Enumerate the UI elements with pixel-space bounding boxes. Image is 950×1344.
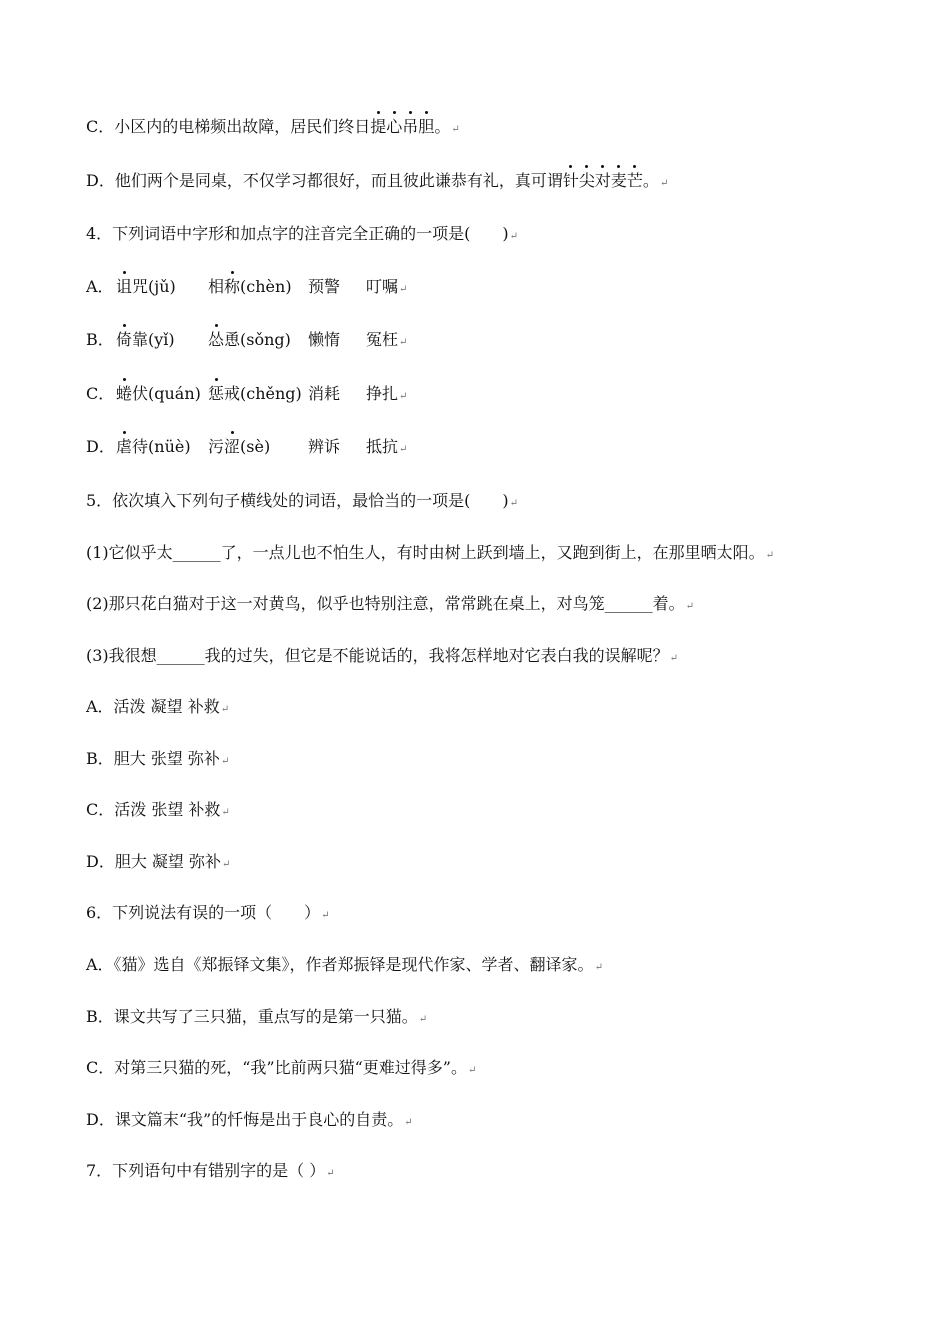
dotted-char: 惩 (208, 384, 225, 403)
paragraph-mark-icon: ↵ (399, 284, 408, 295)
q6-option-b: B．课文共写了三只猫，重点写的是第一只猫。↵ (86, 1007, 428, 1026)
paragraph-mark-icon: ↵ (467, 1065, 477, 1076)
q5-option-a: A．活泼 凝望 补救↵ (86, 697, 230, 716)
paragraph-mark-icon: ↵ (399, 337, 408, 348)
dotted-char: 虐 (116, 437, 133, 456)
paragraph-mark-icon: ↵ (765, 550, 775, 561)
dotted-char: 提 (370, 117, 387, 136)
dotted-char: 对 (594, 171, 611, 190)
paragraph-mark-icon: ↵ (509, 498, 519, 509)
paragraph-mark-icon: ↵ (399, 391, 408, 402)
dotted-char: 吊 (402, 117, 419, 136)
dotted-char: 蜷 (116, 384, 133, 403)
dotted-char: 诅 (116, 277, 133, 296)
dotted-char: 针 (562, 171, 579, 190)
q5-sentence-1: (1)它似乎太______了，一点儿也不怕生人，有时由树上跃到墙上，又跑到街上，在那里晒太阳。↵ (86, 543, 775, 562)
q7-stem: 7．下列语句中有错别字的是（ ）↵ (86, 1161, 335, 1180)
q6-stem: 6．下列说法有误的一项（ ）↵ (86, 903, 330, 922)
q4-stem: 4．下列词语中字形和加点字的注音完全正确的一项是( )↵ (86, 224, 519, 243)
paragraph-mark-icon: ↵ (222, 859, 231, 870)
paragraph-mark-icon: ↵ (685, 601, 695, 612)
q4-option-d: D．虐待(nüè) 污涩(sè) 辨诉 抵抗↵ (86, 437, 408, 456)
dotted-char: 芒 (626, 171, 643, 190)
q5-sentence-2: (2)那只花白猫对于这一对黄鸟，似乎也特别注意，常常跳在桌上，对鸟笼______着。↵ (86, 594, 695, 613)
dotted-char: 倚 (116, 330, 133, 349)
q6-option-c: C．对第三只猫的死，“我”比前两只猫“更难过得多”。↵ (86, 1058, 477, 1077)
dotted-char: 尖 (578, 171, 595, 190)
q4-option-a: A． 诅咒(jǔ) 相称(chèn) 预警 叮嘱↵ (86, 277, 408, 296)
q4-option-b: B． 倚靠(yǐ) 怂恿(sǒng) 懒惰 冤枉↵ (86, 330, 408, 349)
dotted-char: 称 (224, 277, 241, 296)
dotted-char: 心 (386, 117, 403, 136)
q5-option-c: C．活泼 张望 补救↵ (86, 800, 230, 819)
dotted-char: 胆 (418, 117, 435, 136)
paragraph-mark-icon: ↵ (659, 178, 669, 189)
paragraph-mark-icon: ↵ (594, 962, 603, 973)
paragraph-mark-icon: ↵ (509, 231, 519, 242)
paragraph-mark-icon: ↵ (669, 653, 679, 664)
paragraph-mark-icon: ↵ (321, 910, 330, 921)
q5-option-b: B．胆大 张望 弥补↵ (86, 749, 230, 768)
q5-option-d: D．胆大 凝望 弥补↵ (86, 852, 231, 871)
dotted-char: 涩 (224, 437, 241, 456)
q6-option-a: A．《猫》选自《郑振铎文集》，作者郑振铎是现代作家、学者、翻译家。↵ (86, 955, 603, 974)
paragraph-mark-icon: ↵ (451, 124, 460, 135)
q3-option-d: D．他们两个是同桌，不仅学习都很好，而且彼此谦恭有礼，真可谓针尖对麦芒。↵ (86, 171, 669, 190)
paragraph-mark-icon: ↵ (220, 704, 230, 715)
paragraph-mark-icon: ↵ (404, 1117, 413, 1128)
paragraph-mark-icon: ↵ (399, 444, 408, 455)
paragraph-mark-icon: ↵ (418, 1014, 428, 1025)
paragraph-mark-icon: ↵ (221, 807, 230, 818)
paragraph-mark-icon: ↵ (326, 1168, 335, 1179)
q5-sentence-3: (3)我很想______我的过失，但它是不能说话的，我将怎样地对它表白我的误解呢？↵ (86, 646, 679, 665)
paragraph-mark-icon: ↵ (220, 756, 230, 767)
dotted-char: 麦 (610, 171, 627, 190)
q4-option-c: C． 蜷伏(quán) 惩戒(chěng) 消耗 挣扎↵ (86, 384, 408, 403)
q6-option-d: D．课文篇末“我”的忏悔是出于良心的自责。↵ (86, 1110, 413, 1129)
dotted-char: 怂 (208, 330, 225, 349)
q5-stem: 5．依次填入下列句子横线处的词语，最恰当的一项是( )↵ (86, 491, 519, 510)
q3-option-c: C．小区内的电梯频出故障，居民们终日提心吊胆。↵ (86, 117, 460, 136)
